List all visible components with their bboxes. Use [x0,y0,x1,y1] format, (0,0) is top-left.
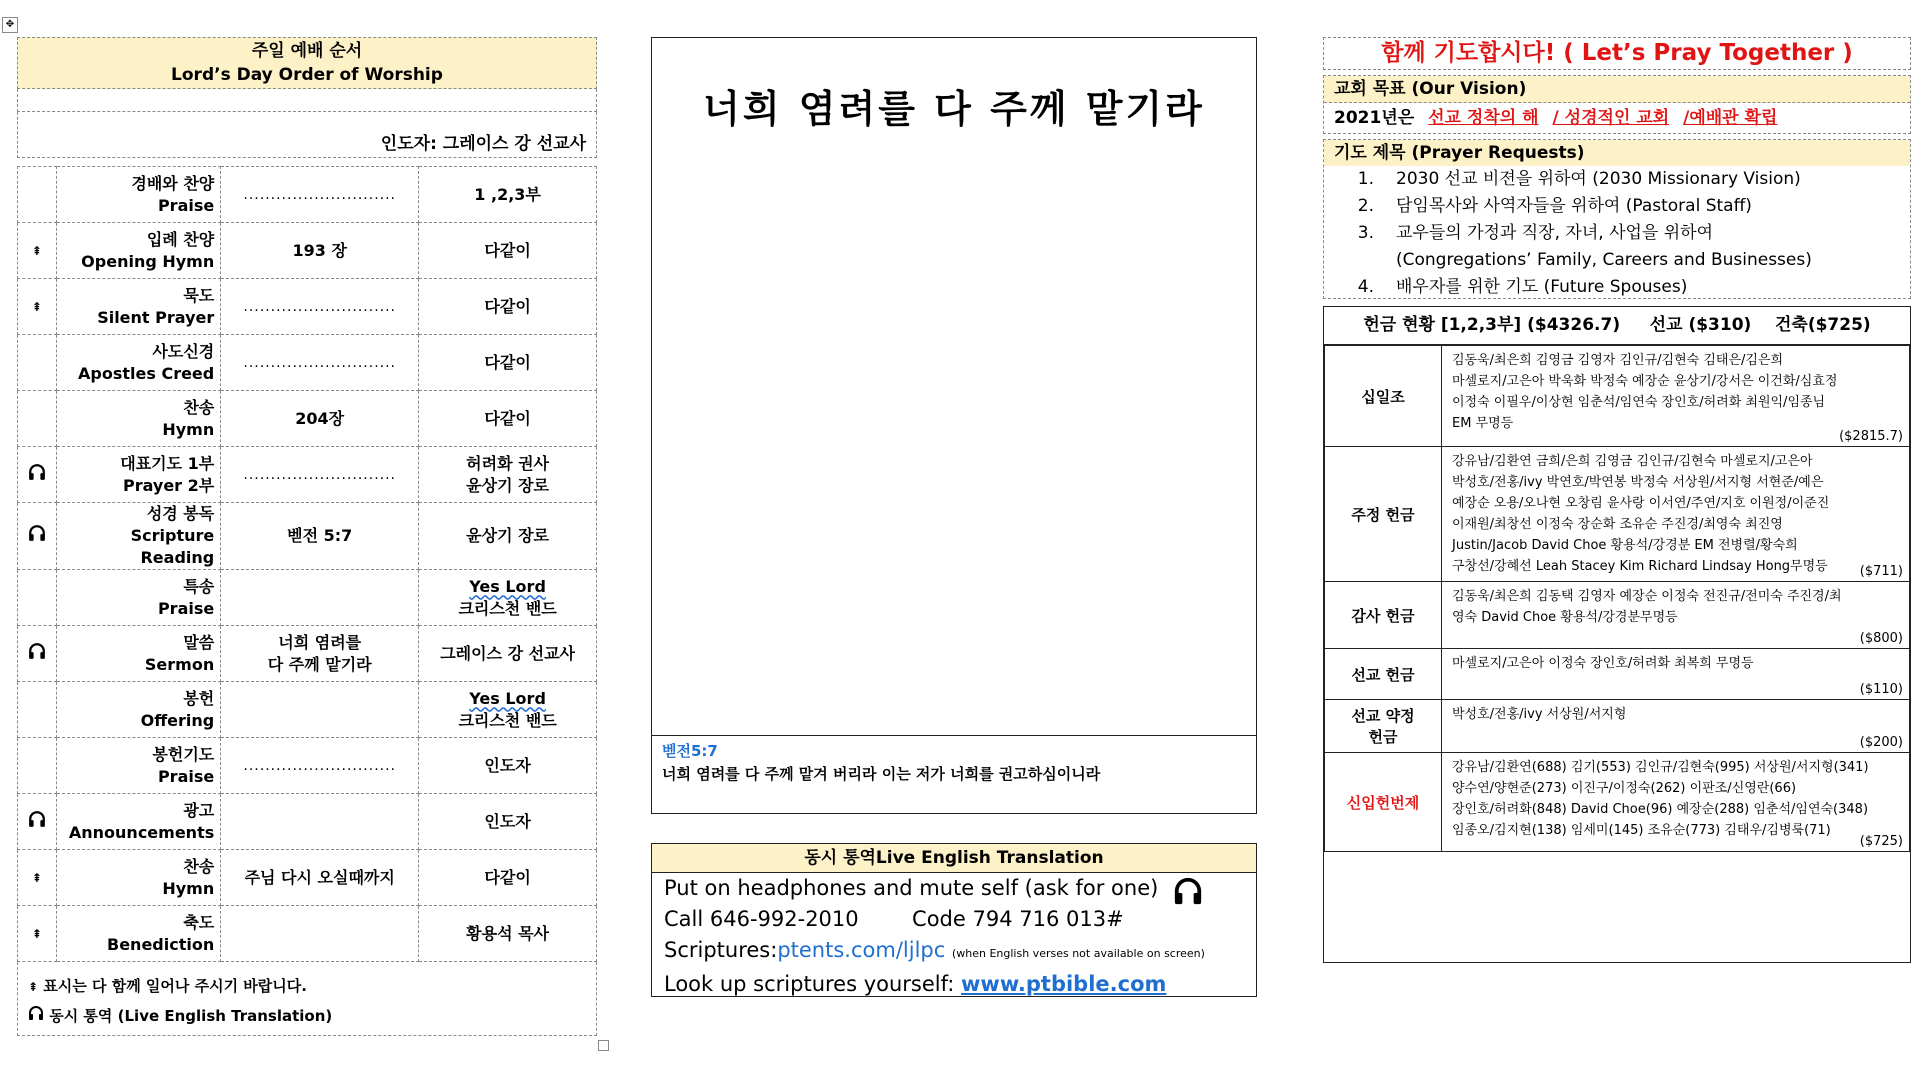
worship-row [18,906,597,962]
worship-row [18,391,597,447]
prayer-request-item [1324,166,1910,193]
row-name-cell [56,167,221,223]
scripture-verse [652,735,1256,788]
item-name-en: Hymn [162,419,215,439]
donor-line: 박성호/전홍/ivy 서상원/서지형 [1452,707,1627,722]
item-name-en: Hymn [162,878,215,898]
offering-row [1325,447,1910,582]
donor-line: 예장순 오용/오나현 오창림 윤사랑 이서연/주연/지호 이원정/이준진 [1452,496,1830,511]
donor-line: 양수연/양현준(273) 이진구/이정숙(262) 이판조/신영란(66) [1452,781,1797,796]
request-text: 배우자를 위한 기도 (Future Spouses) [1396,277,1688,297]
offering-row [1325,346,1910,447]
worship-row [18,223,597,279]
worship-title-en: Lord’s Day Order of Worship [171,65,443,85]
item-leader-2: 크리스천 밴드 [458,598,557,618]
offering-donors-cell [1442,700,1910,753]
donor-line: 마셀로지/고은아 박욱화 박정숙 예장순 윤상기/강서은 이건화/심효정 [1452,374,1838,389]
donor-line: 영숙 David Choe 황용석/강경분무명등 [1452,610,1678,625]
row-name-cell [56,503,221,570]
request-number: 2. [1357,196,1374,216]
item-name-en: Apostles Creed [78,363,215,383]
item-leader: 다같이 [484,296,531,316]
vision-item-3: /예배관 확립 [1683,108,1778,128]
donor-line: 구창선/강혜선 Leah Stacey Kim Richard Lindsay Hong무명등 [1452,559,1828,574]
offering-category-part: 주정 헌금 [1351,505,1415,524]
worship-row [18,279,597,335]
headphones-icon [28,810,46,834]
prayer-title: 함께 기도합시다! ( Let’s Pray Together ) [1323,37,1911,70]
worship-row [18,738,597,794]
row-name-cell [56,682,221,738]
item-name-ko: 찬송 [183,397,215,417]
offering-category-part: 신입헌번제 [1346,793,1420,812]
item-name-ko: 성경 봉독 [146,504,215,523]
offering-donors-cell [1442,447,1910,582]
item-detail: ............................ [243,354,397,371]
worship-row [18,794,597,850]
row-detail-cell [221,682,419,738]
vision-header: 교회 목표 (Our Vision) [1324,76,1910,103]
item-name-en: Praise [157,195,215,215]
row-name-cell [56,626,221,682]
row-icon-cell [18,794,57,850]
offering-amount: ($800) [1859,631,1903,646]
donor-names [1442,649,1909,674]
item-name-en: Sermon [144,654,215,674]
item-detail: 주님 다시 오실때까지 [244,867,395,887]
item-leader: Yes Lord [469,576,546,596]
worship-row [18,335,597,391]
offering-category-part: 선교 헌금 [1351,665,1415,684]
row-name-cell [56,906,221,962]
sermon-title: 너희 염려를 다 주께 맡기라 [703,87,1205,131]
row-icon-cell [18,906,57,962]
item-detail: 너희 염려를 [278,632,362,652]
row-detail-cell [221,447,419,503]
row-name-cell [56,279,221,335]
offering-amount: ($2815.7) [1839,429,1903,444]
vision-item-1: 선교 정착의 해 [1428,108,1539,128]
item-name-en: Praise [157,598,215,618]
offering-table [1324,345,1910,852]
donor-names [1442,346,1909,434]
donor-names [1442,582,1909,628]
donor-names [1442,753,1909,841]
item-detail: 204장 [295,408,345,428]
row-icon-cell [18,570,57,626]
stand-note: 표시는 다 함께 일어나 주시기 바랍니다. [43,977,307,995]
request-text: (Congregations’ Family, Careers and Businesses) [1396,250,1812,270]
offering-category-part: 헌금 [1368,728,1398,746]
offering-category [1325,447,1442,582]
row-icon-cell [18,503,57,570]
item-leader: 윤상기 장로 [466,526,550,545]
translation-panel [651,843,1257,997]
vision-year: 2021년은 [1334,108,1415,128]
row-icon-cell [18,447,57,503]
item-detail-2: 다 주께 맡기라 [267,654,372,674]
row-leader-cell [419,570,597,626]
row-leader-cell [419,850,597,906]
item-name-ko: 사도신경 [152,341,215,361]
sermon-panel [651,37,1257,814]
offering-category [1325,582,1442,649]
item-name-en: Announcements [68,822,215,842]
verse-reference: 벧전5:7 [662,742,718,760]
row-detail-cell [221,391,419,447]
offering-row [1325,700,1910,753]
ptbible-link[interactable]: www.ptbible.com [961,972,1167,996]
row-leader-cell [419,447,597,503]
item-name-en: Prayer 2부 [122,475,215,495]
offering-category [1325,700,1442,753]
offering-amount: ($200) [1859,735,1903,750]
request-text: 교우들의 가정과 직장, 자녀, 사업을 위하여 [1396,223,1714,243]
scriptures-note: (when English verses not available on screen) [951,947,1205,960]
item-name-ko: 말씀 [183,632,215,652]
request-number: 1. [1357,169,1374,189]
item-name-ko: 묵도 [183,285,215,305]
item-detail: ............................ [243,466,397,483]
donor-line: 강유남/김환연(688) 김기(553) 김인규/김현숙(995) 서상원/서지형(341) [1452,760,1869,775]
request-number: 4. [1357,277,1374,297]
blank-row [17,89,597,112]
item-name-en: Silent Prayer [97,307,215,327]
item-detail: 193 장 [292,240,347,260]
row-name-cell [56,447,221,503]
row-detail-cell [221,850,419,906]
worship-row [18,570,597,626]
row-icon-cell [18,391,57,447]
row-leader-cell [419,503,597,570]
item-leader: Yes Lord [469,688,546,708]
donor-line: 이정숙 이필우/이상현 임춘석/임연숙 장인호/허려화 최원익/임종님 [1452,395,1826,410]
worship-row [18,682,597,738]
vision-item-2: / 성경적인 교회 [1552,108,1670,128]
item-leader: 인도자 [484,755,531,775]
translation-line-1: Put on headphones and mute self (ask for one) [652,873,1256,904]
headphones-icon [28,524,46,548]
stand-icon: ⇞ [31,927,42,941]
item-leader-2: 윤상기 장로 [466,475,550,495]
item-leader: 황용석 목사 [466,923,550,943]
prayer-requests-list [1324,166,1910,301]
item-name-ko: 축도 [183,912,215,932]
item-name-ko: 광고 [183,800,215,820]
row-name-cell [56,570,221,626]
row-icon-cell [18,682,57,738]
item-name-en: Offering [140,710,215,730]
row-name-cell [56,738,221,794]
item-name-en: Praise [157,766,215,786]
row-leader-cell [419,167,597,223]
offering-header: 헌금 현황 [1,2,3부] ($4326.7) 선교 ($310) 건축($725) [1324,307,1910,345]
item-leader: 다같이 [484,867,531,887]
row-leader-cell [419,391,597,447]
offering-amount: ($711) [1859,564,1903,579]
offering-amount: ($110) [1859,682,1903,697]
request-number: 3. [1357,223,1374,243]
donor-names [1442,700,1909,725]
prayer-request-item [1324,220,1910,247]
item-leader: 인도자 [484,811,531,831]
row-leader-cell [419,738,597,794]
donor-line: 마셀로지/고은아 이정숙 장인호/허려화 최복희 무명등 [1452,656,1754,671]
offering-donors-cell [1442,582,1910,649]
row-detail-cell [221,906,419,962]
donor-line: 김동욱/최은희 김영금 김영자 김인규/김현숙 김태은/김은희 [1452,353,1784,368]
verse-text: 너희 염려를 다 주께 맡겨 버리라 이는 저가 너희를 권고하심이니라 [662,765,1101,783]
worship-row [18,850,597,906]
stand-icon: ⇞ [31,300,42,314]
offering-category-part: 선교 약정 [1351,707,1415,725]
offering-category-part: 십일조 [1361,387,1405,406]
donor-line: EM 무명등 [1452,416,1514,431]
prayer-request-item [1324,193,1910,220]
scriptures-link[interactable]: ptents.com/ljlpc [777,938,946,962]
offering-donors-cell [1442,753,1910,852]
translation-line-4: Look up scriptures yourself: www.ptbible.com [664,972,1167,996]
item-detail: 벧전 5:7 [287,526,353,545]
item-name-ko: 찬송 [183,856,215,876]
worship-row [18,503,597,570]
row-name-cell [56,223,221,279]
row-icon-cell [18,335,57,391]
item-leader: 1 ,2,3부 [474,184,541,204]
item-name-en: Scripture Reading [130,526,215,567]
row-detail-cell [221,794,419,850]
stand-icon: ⇞ [28,980,39,994]
row-icon-cell [18,738,57,794]
offering-donors-cell [1442,649,1910,700]
item-leader: 허려화 권사 [466,453,550,473]
worship-row [18,447,597,503]
worship-title-ko: 주일 예배 순서 [251,41,363,61]
row-detail-cell [221,167,419,223]
row-icon-cell [18,279,57,335]
row-icon-cell [18,167,57,223]
item-leader: 그레이스 강 선교사 [440,643,575,663]
translation-header: 동시 통역Live English Translation [652,844,1256,873]
offering-row [1325,582,1910,649]
item-leader: 다같이 [484,352,531,372]
resize-handle-icon[interactable] [598,1040,609,1051]
offering-amount: ($725) [1859,834,1903,849]
item-detail: ............................ [243,186,397,203]
item-name-ko: 입례 찬양 [146,229,215,249]
row-leader-cell [419,794,597,850]
row-detail-cell [221,335,419,391]
headphones-icon [28,1002,44,1031]
worship-row [18,626,597,682]
donor-line: 장인호/허려화(848) David Choe(96) 예장순(288) 임춘석/임연숙(348) [1452,802,1869,817]
prayer-request-item [1324,274,1910,301]
worship-order-panel [17,37,597,1036]
offering-category [1325,753,1442,852]
vision-body [1324,103,1910,133]
worship-footnote [17,962,597,1036]
headphones-icon [1172,876,1204,915]
item-detail: ............................ [243,298,397,315]
item-leader-2: 크리스천 밴드 [458,710,557,730]
row-detail-cell [221,279,419,335]
item-name-ko: 특송 [183,576,215,596]
row-name-cell [56,335,221,391]
row-leader-cell [419,279,597,335]
worship-header [17,37,597,89]
worship-leader: 인도자: 그레이스 강 선교사 [17,112,597,158]
offering-category [1325,346,1442,447]
item-name-ko: 경배와 찬양 [131,173,215,193]
donor-line: 박성호/전홍/ivy 박연호/박연봉 박정숙 서상원/서지형 서현준/예은 [1452,475,1824,490]
item-leader: 다같이 [484,408,531,428]
headphones-icon [28,463,46,487]
prayer-requests-box [1323,139,1911,299]
worship-row [18,167,597,223]
item-name-ko: 봉헌 [183,688,215,708]
row-name-cell [56,391,221,447]
row-leader-cell [419,626,597,682]
worship-order-table [17,166,597,962]
row-icon-cell [18,223,57,279]
request-text: 2030 선교 비젼을 위하여 (2030 Missionary Vision) [1396,169,1801,189]
item-name-ko: 대표기도 1부 [120,453,215,473]
offering-row [1325,649,1910,700]
move-handle-icon[interactable]: ✥ [2,17,18,33]
offering-row [1325,753,1910,852]
row-detail-cell [221,738,419,794]
item-name-ko: 봉헌기도 [152,744,215,764]
donor-line: Justin/Jacob David Choe 황용석/강경분 EM 전병렬/황숙희 [1452,538,1798,553]
translation-line-2: Call 646-992-2010 Code 794 716 013# [664,907,1124,931]
item-name-en: Opening Hymn [81,251,215,271]
prayer-requests-header: 기도 제목 (Prayer Requests) [1324,140,1910,166]
row-detail-cell [221,223,419,279]
row-leader-cell [419,335,597,391]
row-leader-cell [419,906,597,962]
donor-line: 임종오/김지현(138) 임세미(145) 조유순(773) 김태우/김병룩(71) [1452,823,1831,838]
offering-donors-cell [1442,346,1910,447]
item-name-en: Benediction [107,934,215,954]
headphones-icon [28,642,46,666]
row-detail-cell [221,503,419,570]
prayer-request-item [1324,247,1910,274]
offering-category [1325,649,1442,700]
stand-icon: ⇞ [31,871,42,885]
item-leader: 다같이 [484,240,531,260]
row-detail-cell [221,570,419,626]
row-name-cell [56,794,221,850]
row-name-cell [56,850,221,906]
row-leader-cell [419,682,597,738]
translation-note: 동시 통역 (Live English Translation) [49,1007,333,1025]
donor-line: 강유남/김환연 금희/은희 김영금 김인규/김현숙 마셀로지/고은아 [1452,454,1813,469]
donor-line: 이재원/최창선 이정숙 장순화 조유순 주진경/최영숙 최진영 [1452,517,1783,532]
stand-icon: ⇞ [31,244,42,258]
donor-names [1442,447,1909,577]
row-icon-cell [18,626,57,682]
request-text: 담임목사와 사역자들을 위하여 (Pastoral Staff) [1396,196,1752,216]
row-leader-cell [419,223,597,279]
offering-panel [1323,306,1911,963]
translation-line-3: Scriptures:ptents.com/ljlpc (when English verses not available on screen) [664,938,1205,962]
vision-box [1323,75,1911,134]
donor-line: 김동욱/최은희 김동택 김영자 예장순 이정숙 전진규/전미숙 주진경/최 [1452,589,1842,604]
item-detail: ............................ [243,757,397,774]
row-icon-cell [18,850,57,906]
offering-category-part: 감사 헌금 [1351,606,1415,625]
row-detail-cell [221,626,419,682]
